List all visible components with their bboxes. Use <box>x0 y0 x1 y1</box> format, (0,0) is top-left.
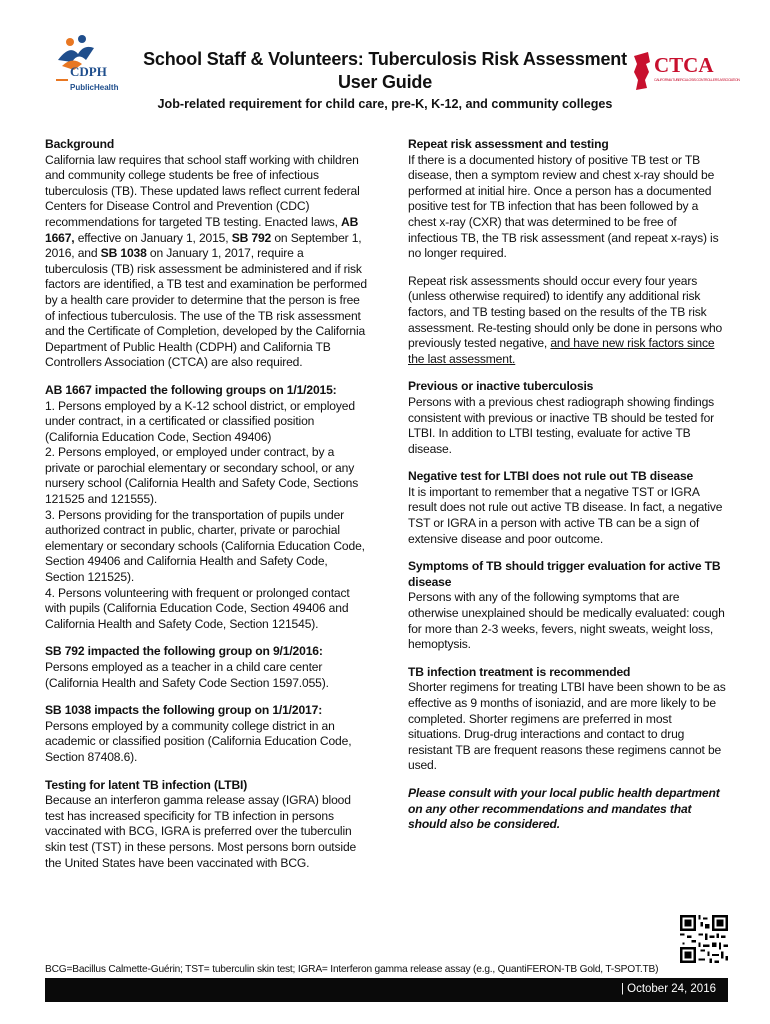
page-subtitle: Job-related requirement for child care, pre-K, K-12, and community colleges <box>157 97 613 111</box>
section-heading: Testing for latent TB infection (LTBI) <box>45 777 248 792</box>
footer-bar <box>45 978 728 1002</box>
treatment-section <box>408 665 726 774</box>
section-body: Persons with any of the following symptoms that are otherwise unexplained should be medically evaluated: cough for more than 2-3 weeks, fevers, night sweats, weight loss, hemoptysis. <box>408 590 725 652</box>
consult-note: Please consult with your local public health department on any other recommendations and mandates that should also be considered. <box>408 785 720 832</box>
repeat-assessment-section <box>408 137 726 367</box>
list-item: 4. Persons volunteering with frequent or prolonged contact with pupils (California Education Code, Section 49406 and California Health and Safety Code, Section 121545). <box>45 585 350 631</box>
section-body: Shorter regimens for treating LTBI have been shown to be as effective as 9 months of isoniazid, and are more likely to be completed. Shorter regimens are preferred in most situations. Drug-drug interactions and contact to drug resistant TB are frequent reasons these regimens cannot be used. <box>408 680 726 773</box>
page-title <box>140 48 630 94</box>
previous-tb-section <box>408 379 726 457</box>
section-heading: TB infection treatment is recommended <box>408 664 631 679</box>
ltbi-section <box>45 778 367 872</box>
document-header <box>0 0 770 135</box>
title-line-1: School Staff & Volunteers: Tuberculosis Risk Assessment <box>143 49 627 69</box>
background-section <box>45 137 367 371</box>
cdph-logo-caption: PublicHealth <box>70 83 119 92</box>
negative-test-section <box>408 469 726 547</box>
section-heading: Negative test for LTBI does not rule out TB disease <box>408 469 694 484</box>
ctca-logo-text: CTCA <box>654 53 714 77</box>
section-heading: Symptoms of TB should trigger evaluation for active TB disease <box>408 559 721 589</box>
section-heading: SB 1038 impacts the following group on 1/1/2017: <box>45 703 323 718</box>
list-item: 3. Persons providing for the transportation of pupils under authorized contract in public, charter, private or parochial elementary or secondary schools (California Education Code, Section 49406 and California Health and Safety Code, Section 121525). <box>45 507 365 585</box>
list-item: 1. Persons employed by a K-12 school district, or employed under contract, in a certificated or classified position (California Education Code, Section 49406) <box>45 398 355 444</box>
section-body: Repeat risk assessments should occur every four years (unless otherwise required) to identify any additional risk factors, and TB testing based on the results of the TB risk assessment. Re-testing should only be done in persons who previously tested negative, and have new risk factors since the last assessment. <box>408 273 723 366</box>
section-heading: Background <box>45 137 115 151</box>
section-body: Persons employed as a teacher in a child care center (California Health and Safety Code Section 1597.055). <box>45 660 329 690</box>
section-heading: Previous or inactive tuberculosis <box>408 379 594 394</box>
section-body: Because an interferon gamma release assay (IGRA) blood test has increased specificity for TB infection in persons vaccinated with BCG, IGRA is preferred over the tuberculin skin test (TST) in these persons. Most persons born outside the United States have been vaccinated with BCG. <box>45 793 357 870</box>
qr-code-icon[interactable] <box>680 915 728 963</box>
footer-date: | October 24, 2016 <box>620 983 716 995</box>
section-body: Persons with a previous chest radiograph showing findings consistent with previous or inactive TB should be tested for LTBI. In addition to LTBI testing, evaluate for active TB disease. <box>408 394 715 456</box>
title-line-2: User Guide <box>337 72 433 92</box>
california-map-icon <box>634 52 650 90</box>
footnote: BCG=Bacillus Calmette-Guérin; TST= tuberculin skin test; IGRA= Interferon gamma release assay (e.g., QuantiFERON-TB Gold, T-SPOT.TB) <box>45 964 659 975</box>
section-body: Persons employed by a community college district in an academic or classified position (California Education Code, Section 87408.6). <box>45 718 352 764</box>
symptoms-section <box>408 559 726 653</box>
section-body: California law requires that school staff working with children and community college students be free of infectious tuberculosis (TB). These updated laws reflect current federal Centers for Disease Control and Prevention (CDC) recommendations for targeted TB testing. Enacted laws, AB 1667, effective on January 1, 2015, SB 792 on September 1, 2016, and SB 1038 on January 1, 2017, require a tuberculosis (TB) risk assessment be administered and if risk factors are identified, a TB test and examination be performed by a health care provider to determine that the person is free of infectious tuberculosis. The use of the TB risk assessment and the Certificate of Completion, developed by the California Department of Public Health (CDPH) and California TB Controllers Association (CTCA) are also required. <box>45 152 367 370</box>
section-body: If there is a documented history of positive TB test or TB disease, then a symptom review and chest x-ray should be performed at initial hire. Once a person has a documented positive test for TB infection that has been followed by a chest x-ray (CXR) that was determined to be free of infectious TB, the TB risk assessment (and repeat x-rays) is no longer required. <box>408 152 719 261</box>
cdph-logo-text: CDPH <box>70 64 107 79</box>
section-heading: Repeat risk assessment and testing <box>408 137 609 151</box>
cdph-logo <box>48 30 126 94</box>
sb1038-section <box>45 703 367 765</box>
sb792-section <box>45 644 367 691</box>
section-heading: SB 792 impacted the following group on 9/1/2016: <box>45 644 323 659</box>
section-body: It is important to remember that a negative TST or IGRA result does not rule out active TB disease. In fact, a negative TST or IGRA in a person with active TB can be a sign of extensive disease and poor outcome. <box>408 484 723 546</box>
ctca-logo-caption: CALIFORNIA TUBERCULOSIS CONTROLLERS ASSOCIATION <box>654 78 740 82</box>
ab1667-section <box>45 383 367 633</box>
section-heading: AB 1667 impacted the following groups on 1/1/2015: <box>45 382 337 397</box>
right-column <box>408 137 726 833</box>
underlined-text: and have new risk factors since the last assessment. <box>408 336 715 366</box>
list-item: 2. Persons employed, or employed under contract, by a private or parochial elementary or secondary school, or any nursery school (California Health and Safety Code, Sections 121525 and 121555). <box>45 445 359 507</box>
ctca-logo <box>630 50 742 92</box>
left-column <box>45 137 367 883</box>
